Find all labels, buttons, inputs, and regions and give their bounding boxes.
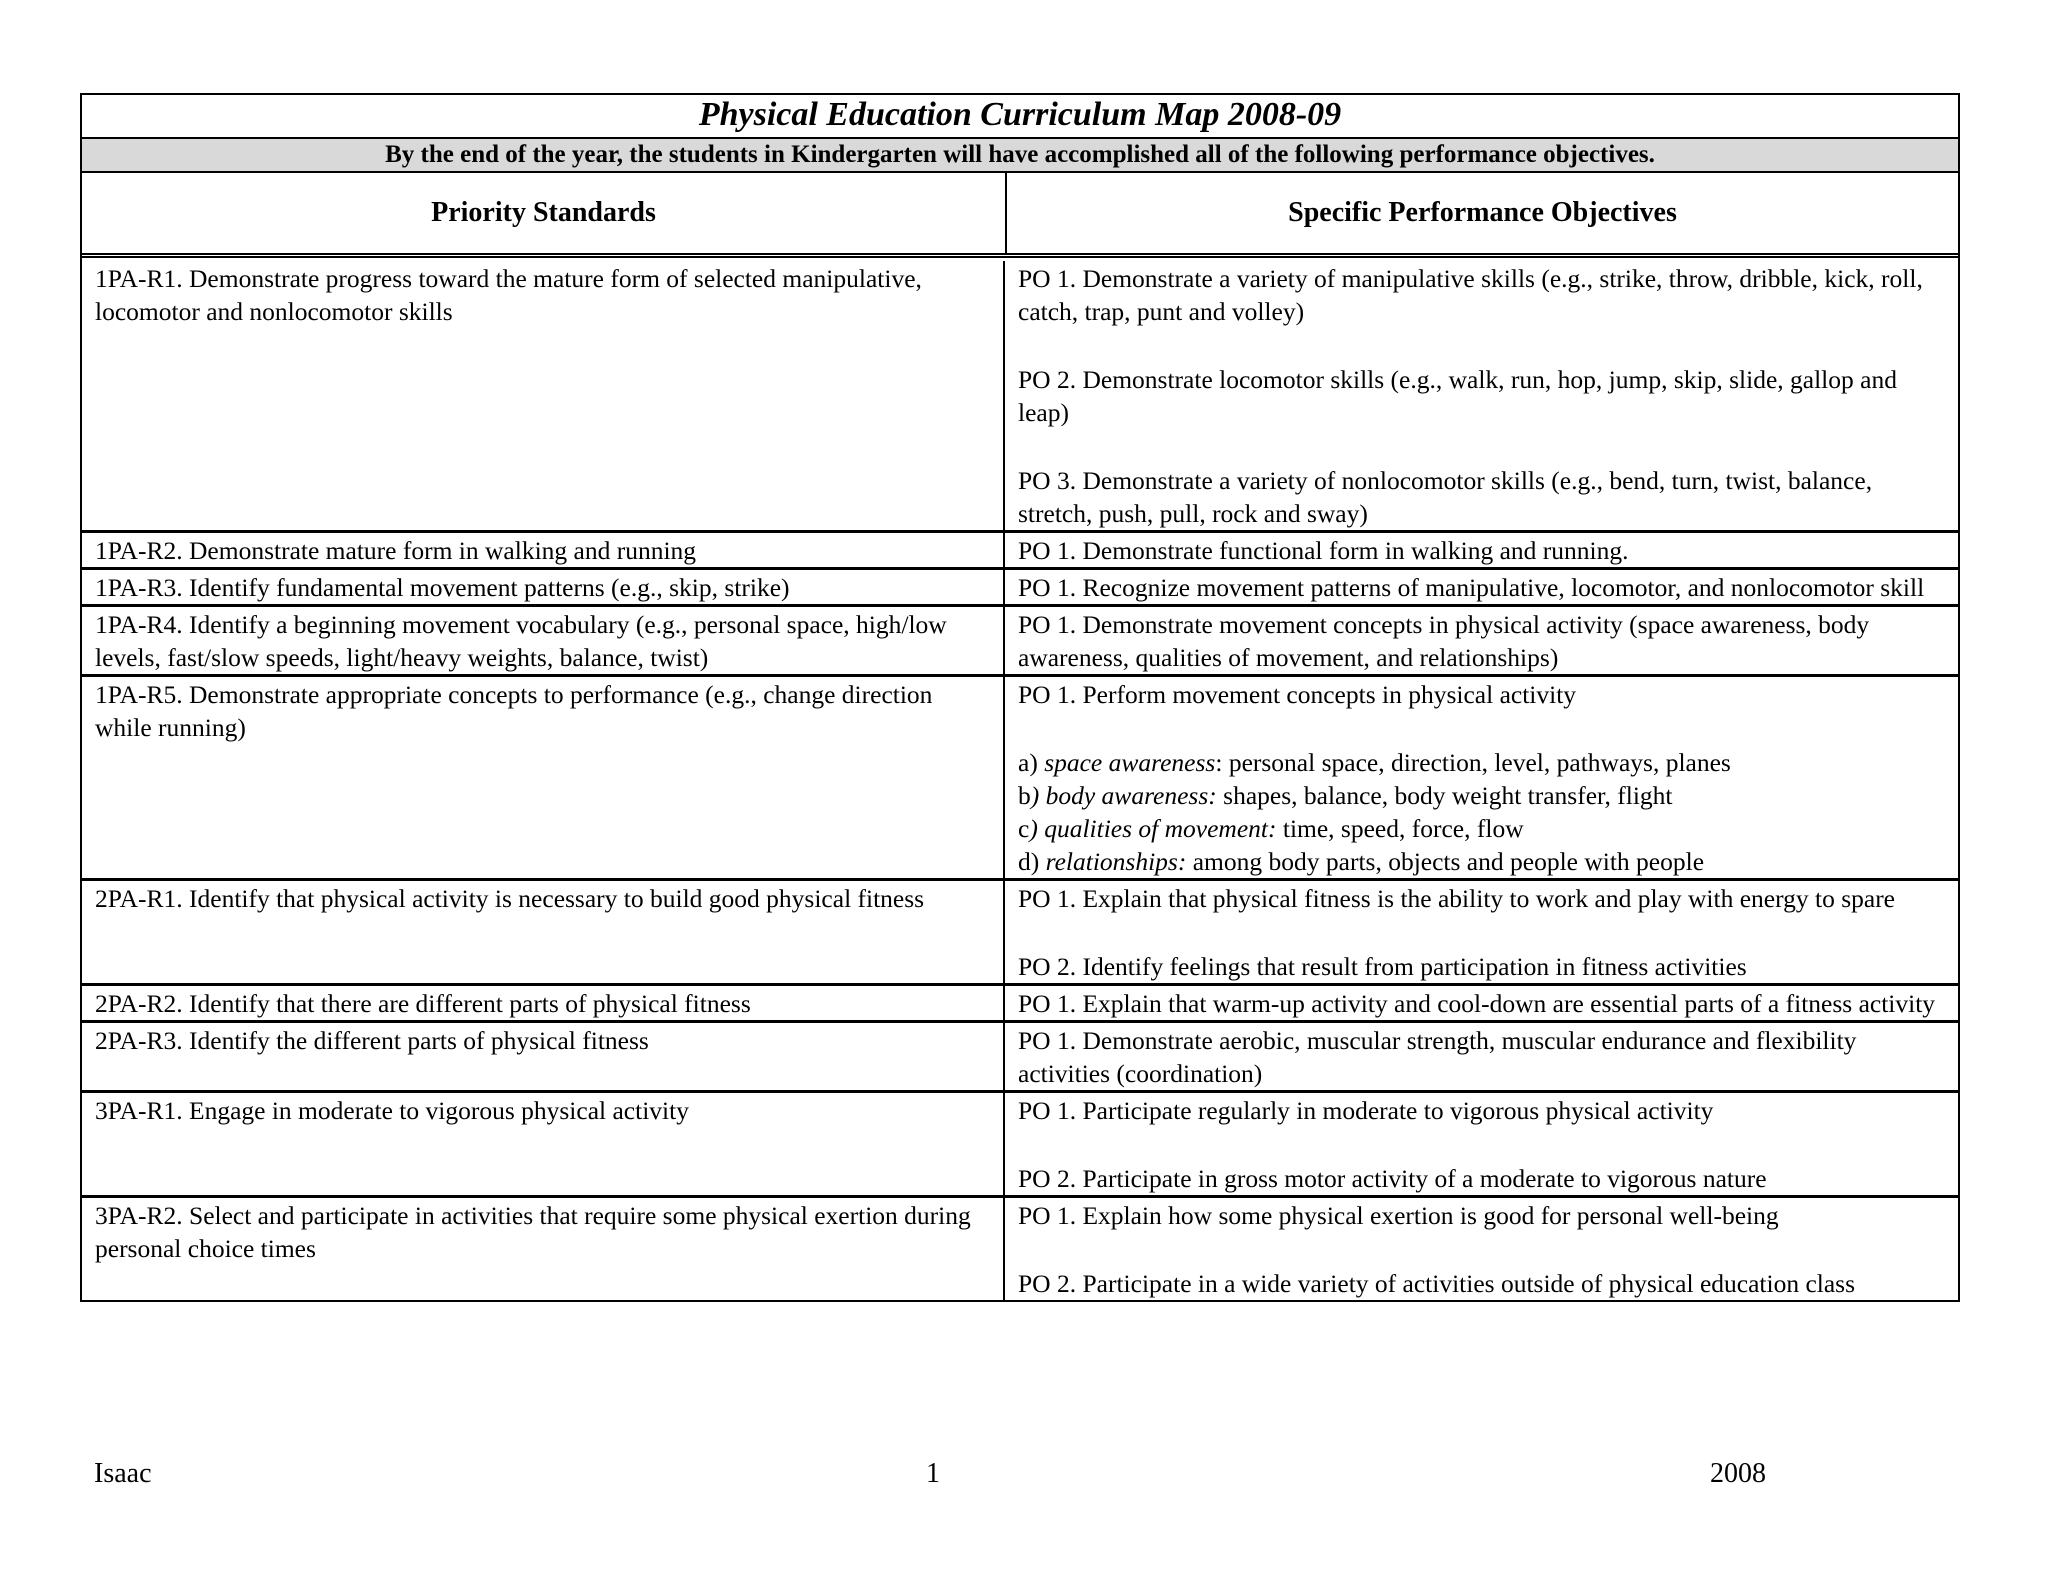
objectives-cell — [1005, 1198, 1958, 1300]
objectives-cell — [1005, 986, 1958, 1020]
objective-item: PO 2. Participate in gross motor activity of a moderate to vigorous nature — [1018, 1164, 1767, 1193]
table-row — [82, 1090, 1958, 1195]
standard-cell: 2PA-R1. Identify that physical activity is necessary to build good physical fitness — [82, 881, 1005, 983]
standard-cell: 2PA-R2. Identify that there are different parts of physical fitness — [82, 986, 1005, 1020]
table-row — [82, 1195, 1958, 1300]
standard-cell: 1PA-R2. Demonstrate mature form in walking and running — [82, 533, 1005, 567]
objectives-cell — [1005, 1093, 1958, 1195]
standard-cell: 1PA-R3. Identify fundamental movement patterns (e.g., skip, strike) — [82, 570, 1005, 604]
objectives-cell — [1005, 677, 1958, 878]
table-row — [82, 604, 1958, 674]
objectives-cell — [1005, 533, 1958, 567]
document-title: Physical Education Curriculum Map 2008-09 — [82, 95, 1958, 139]
objective-item: PO 3. Demonstrate a variety of nonlocomotor skills (e.g., bend, turn, twist, balance, stretch, push, pull, rock and sway) — [1018, 466, 1873, 528]
standard-cell: 3PA-R2. Select and participate in activities that require some physical exertion during personal choice times — [82, 1198, 1005, 1300]
objectives-cell — [1005, 607, 1958, 674]
performance-objectives-header: Specific Performance Objectives — [1288, 197, 1677, 228]
curriculum-table — [80, 93, 1960, 1302]
standard-cell: 1PA-R1. Demonstrate progress toward the mature form of selected manipulative, locomotor and nonlocomotor skills — [82, 261, 1005, 530]
objectives-cell — [1005, 1023, 1958, 1090]
objectives-cell — [1005, 881, 1958, 983]
grade-banner: By the end of the year, the students in Kindergarten will have accomplished all of the following performance objectives. — [82, 139, 1958, 173]
objective-item: PO 1. Demonstrate aerobic, muscular strength, muscular endurance and flexibility activities (coordination) — [1018, 1026, 1857, 1088]
footer-author: Isaac — [94, 1458, 152, 1489]
table-row — [82, 261, 1958, 530]
objective-item: PO 1. Perform movement concepts in physical activity — [1018, 680, 1577, 709]
concept-line: a) space awareness: personal space, direction, level, pathways, planes — [1018, 748, 1731, 777]
concept-line: d) relationships: among body parts, objects and people with people — [1018, 847, 1705, 876]
table-row — [82, 983, 1958, 1020]
concept-line: b) body awareness: shapes, balance, body weight transfer, flight — [1018, 781, 1673, 810]
objective-item: PO 1. Demonstrate functional form in walking and running. — [1018, 536, 1629, 565]
objectives-cell — [1005, 261, 1958, 530]
footer-page-number: 1 — [926, 1458, 940, 1489]
table-row — [82, 878, 1958, 983]
table-row — [82, 530, 1958, 567]
table-header — [82, 173, 1958, 258]
table-row — [82, 567, 1958, 604]
objective-item: PO 2. Identify feelings that result from participation in fitness activities — [1018, 952, 1747, 981]
objectives-cell — [1005, 570, 1958, 604]
standard-cell: 3PA-R1. Engage in moderate to vigorous physical activity — [82, 1093, 1005, 1195]
objective-item: PO 1. Explain that warm-up activity and cool-down are essential parts of a fitness activity — [1018, 989, 1936, 1018]
objective-item: PO 1. Recognize movement patterns of manipulative, locomotor, and nonlocomotor skill — [1018, 573, 1925, 602]
objective-item: PO 1. Demonstrate movement concepts in physical activity (space awareness, body awareness, qualities of movement, and relationships) — [1018, 610, 1870, 672]
standard-cell: 1PA-R4. Identify a beginning movement vocabulary (e.g., personal space, high/low levels, fast/slow speeds, light/heavy weights, balance, twist) — [82, 607, 1005, 674]
table-row — [82, 674, 1958, 878]
objective-item: PO 1. Demonstrate a variety of manipulative skills (e.g., strike, throw, dribble, kick, roll, catch, trap, punt and volley) — [1018, 264, 1923, 326]
objective-item: PO 1. Explain how some physical exertion is good for personal well-being — [1018, 1201, 1779, 1230]
objective-item: PO 2. Participate in a wide variety of activities outside of physical education class — [1018, 1269, 1856, 1298]
standard-cell: 2PA-R3. Identify the different parts of physical fitness — [82, 1023, 1005, 1090]
priority-standards-header: Priority Standards — [82, 173, 1007, 253]
objective-item: PO 1. Explain that physical fitness is the ability to work and play with energy to spare — [1018, 884, 1895, 913]
objective-item: PO 1. Participate regularly in moderate to vigorous physical activity — [1018, 1096, 1714, 1125]
concept-line: c) qualities of movement: time, speed, force, flow — [1018, 814, 1524, 843]
footer-year: 2008 — [1710, 1458, 1766, 1489]
standard-cell: 1PA-R5. Demonstrate appropriate concepts to performance (e.g., change direction while running) — [82, 677, 1005, 878]
table-row — [82, 1020, 1958, 1090]
objective-item: PO 2. Demonstrate locomotor skills (e.g., walk, run, hop, jump, skip, slide, gallop and leap) — [1018, 365, 1897, 427]
